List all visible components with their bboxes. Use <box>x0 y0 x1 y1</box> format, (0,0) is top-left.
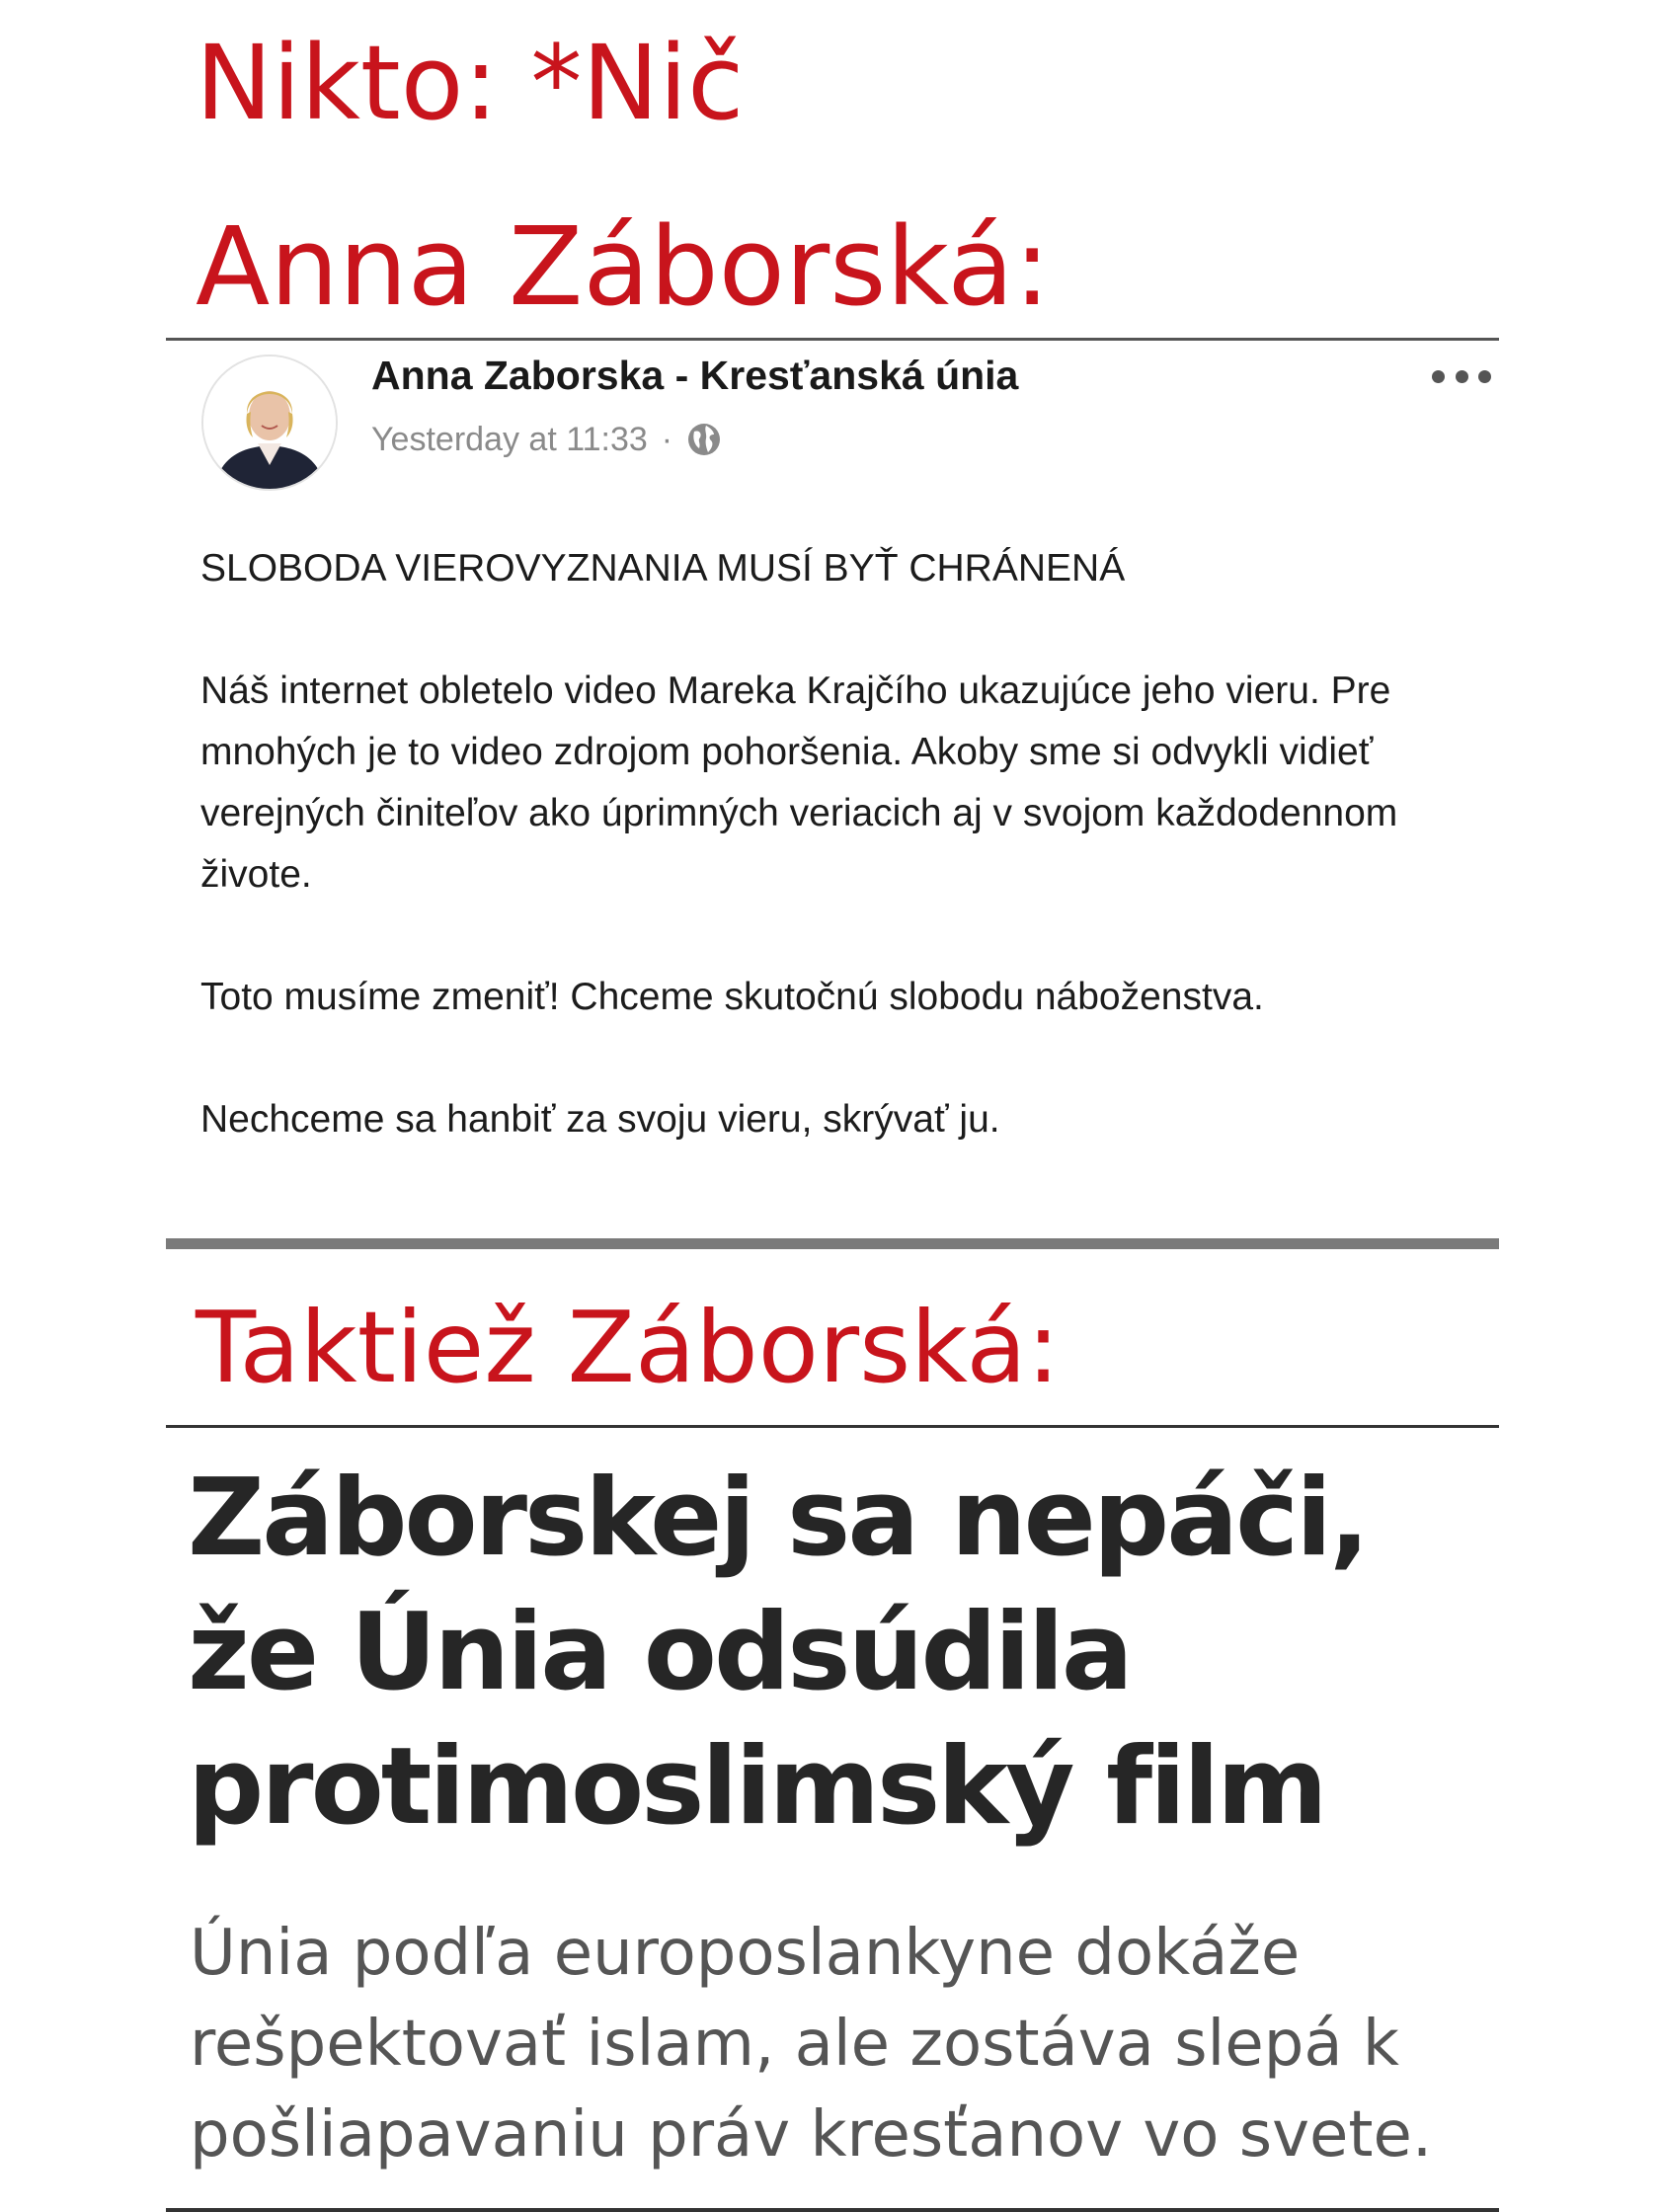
post-timestamp[interactable]: Yesterday at 11:33 <box>371 420 648 458</box>
post-paragraph: SLOBODA VIEROVYZNANIA MUSÍ BYŤ CHRÁNENÁ <box>200 547 1126 590</box>
caption-anna: Anna Záborská: <box>196 203 1051 330</box>
post-paragraph: Náš internet obletelo video Mareka Krajčího ukazujúce jeho vieru. Pre mnohých je to video zdrojom pohoršenia. Akoby sme si odvykli vidieť verejných činiteľov ako úprimných veriacich aj v svojom každodennom živote. <box>200 670 1398 896</box>
headline-line: protimoslimský film <box>188 1725 1325 1849</box>
article-lead <box>190 1908 1493 2180</box>
more-options-icon[interactable] <box>1432 358 1491 394</box>
headline-line: Záborskej sa nepáči, <box>188 1457 1368 1580</box>
meta-separator: · <box>661 420 673 458</box>
lead-line: rešpektovať islam, ale zostáva slepá k <box>190 2008 1399 2081</box>
divider-bottom <box>166 2208 1499 2212</box>
post-paragraph: Nechceme sa hanbiť za svoju vieru, skrývať ju. <box>200 1098 1000 1141</box>
globe-icon[interactable] <box>684 420 724 459</box>
post-author[interactable]: Anna Zaborska - Kresťanská únia <box>371 353 1019 398</box>
avatar[interactable] <box>201 355 338 491</box>
post-paragraph: Toto musíme zmeniť! Chceme skutočnú slobodu náboženstva. <box>200 976 1264 1018</box>
post-body <box>200 538 1474 1150</box>
lead-line: pošliapavaniu práv kresťanov vo svete. <box>190 2098 1433 2172</box>
caption-also: Taktiež Záborská: <box>196 1290 1061 1405</box>
headline-line: že Únia odsúdila <box>188 1591 1131 1714</box>
article-headline <box>188 1452 1491 1855</box>
post-meta <box>371 420 724 459</box>
facebook-post <box>166 341 1499 1238</box>
divider-middle <box>166 1238 1499 1249</box>
lead-line: Únia podľa europoslankyne dokáže <box>190 1917 1301 1990</box>
caption-nobody: Nikto: *Nič <box>196 23 745 143</box>
meme-image <box>166 0 1499 2212</box>
divider-article <box>166 1425 1499 1428</box>
